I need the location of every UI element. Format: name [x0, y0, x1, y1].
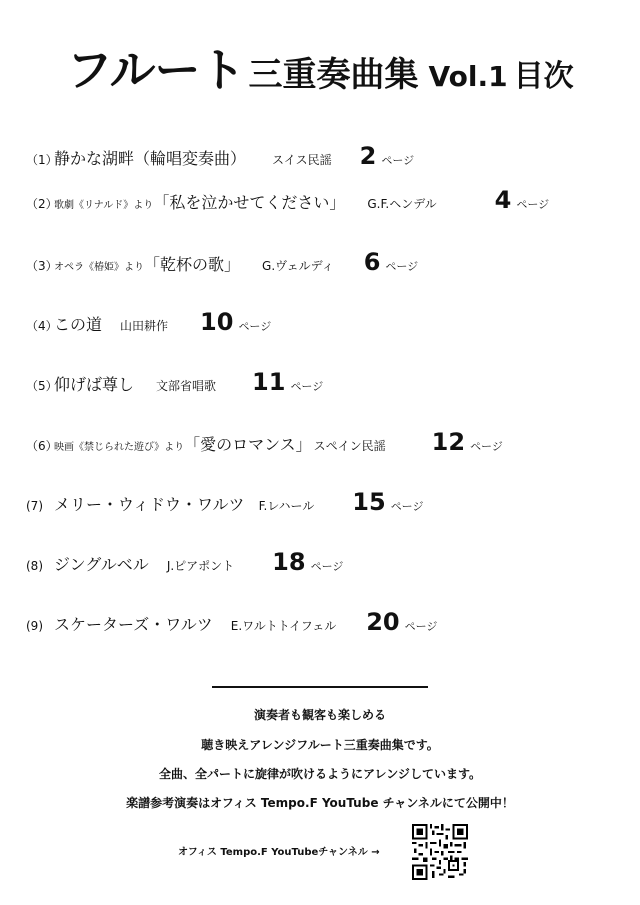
toc-entry [26, 608, 437, 648]
entry-composer: 文部省唱歌 [156, 379, 217, 393]
entry-number: (9) [26, 619, 43, 633]
entry-page-unit: ページ [381, 154, 415, 167]
youtube-channel-link[interactable]: オフィス Tempo.F YouTubeチャンネル → [178, 847, 380, 858]
entry-title: 「愛のロマンス」 [184, 435, 312, 454]
entry-composer: スイス民謡 [272, 153, 332, 167]
entry-title: 静かな湖畔（輪唱変奏曲） [54, 149, 247, 168]
entry-number: （4） [26, 319, 58, 333]
entry-page-unit: ページ [390, 500, 424, 513]
toc-entry [26, 142, 414, 182]
section-divider [212, 686, 428, 688]
entry-number: （3） [26, 259, 58, 273]
entry-source: オペラ《椿姫》より [54, 262, 144, 273]
entry-page: 12 [431, 428, 466, 456]
entry-page: 18 [272, 548, 306, 576]
title-flute: フルート [66, 43, 245, 97]
entry-number: （2） [26, 197, 58, 211]
entry-page: 20 [366, 608, 400, 636]
entry-title: ジングルベル [54, 555, 149, 574]
entry-title: この道 [54, 315, 103, 334]
entry-composer: E.ワルトトイフェル [230, 619, 337, 633]
entry-source: 歌劇《リナルド》より [54, 200, 154, 211]
entry-page-unit: ページ [516, 198, 550, 211]
description-line: 演奏者も観客も楽しめる [253, 708, 386, 722]
description-line: 聴き映えアレンジフルート三重奏曲集です。 [201, 738, 439, 752]
document-title [0, 34, 640, 100]
toc-entry [26, 548, 343, 588]
entry-composer: J.ピアポント [166, 559, 235, 573]
toc-entry [26, 248, 418, 288]
toc-entry [26, 488, 423, 528]
entry-number: (8) [26, 559, 43, 573]
entry-number: （6） [26, 439, 58, 453]
description-line: 全曲、全パートに旋律が吹けるようにアレンジしています。 [159, 767, 481, 781]
entry-page: 10 [200, 308, 234, 336]
description-line: 楽譜参考演奏はオフィス Tempo.F YouTube チャンネルにて公開中！ [126, 796, 514, 810]
entry-composer: F.レハール [258, 499, 315, 513]
qr-code-icon[interactable] [412, 824, 468, 880]
title-collection: 三重奏曲集 [248, 55, 419, 95]
entry-source: 映画《禁じられた遊び》より [54, 442, 185, 453]
toc-entry [26, 308, 271, 348]
entry-title: 仰げば尊し [54, 375, 135, 394]
entry-page: 15 [352, 488, 386, 516]
title-contents: 目次 [513, 59, 574, 94]
entry-page-unit: ページ [238, 320, 272, 333]
entry-page: 4 [494, 186, 512, 214]
entry-number: （1） [26, 153, 58, 167]
entry-composer: G.ヴェルディ [262, 259, 334, 273]
entry-title: 「私を泣かせてください」 [153, 193, 346, 212]
entry-page: 6 [363, 248, 381, 276]
entry-page-unit: ページ [310, 560, 344, 573]
toc-entry [26, 368, 323, 408]
entry-page-unit: ページ [404, 620, 438, 633]
toc-entry [26, 428, 503, 468]
entry-composer: G.F.ヘンデル [367, 197, 437, 211]
entry-title: 「乾杯の歌」 [144, 255, 241, 274]
entry-number: (7) [26, 499, 43, 513]
entry-number: （5） [26, 379, 58, 393]
entry-title: メリー・ウィドウ・ワルツ [54, 495, 245, 514]
entry-page-unit: ページ [470, 440, 503, 453]
entry-title: スケーターズ・ワルツ [54, 615, 213, 634]
entry-page-unit: ページ [290, 380, 324, 393]
title-volume: Vol.1 [428, 60, 508, 93]
entry-page: 11 [252, 368, 286, 396]
entry-page: 2 [359, 142, 377, 170]
entry-composer: 山田耕作 [120, 319, 169, 333]
toc-entry [26, 186, 549, 226]
entry-composer: スペイン民謡 [313, 439, 386, 453]
entry-page-unit: ページ [385, 260, 419, 273]
